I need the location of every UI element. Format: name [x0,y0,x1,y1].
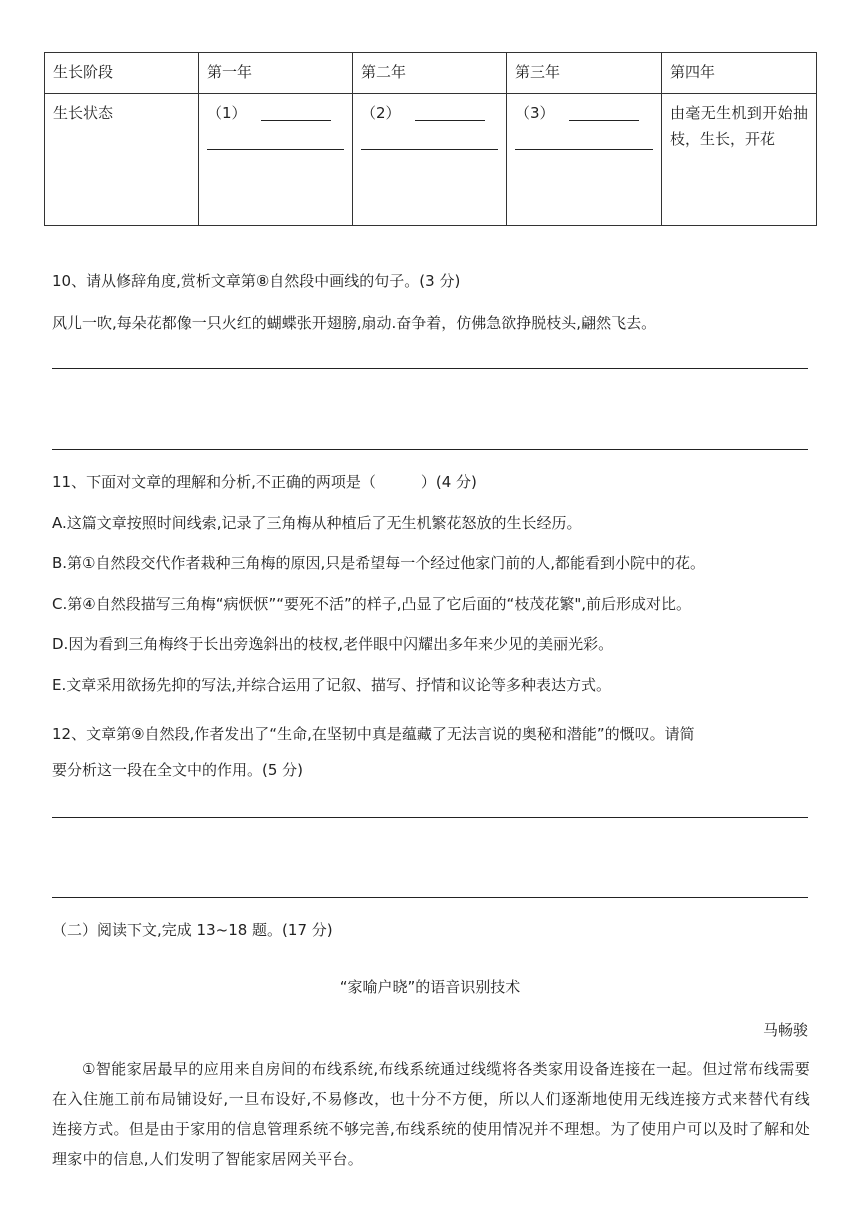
year4-status-cell: 由毫无生机到开始抽枝，生长，开花 [662,94,817,226]
answer-blank-3a [569,106,639,121]
answer-blank-2b [361,148,498,150]
question-10-sentence: 风儿一吹,每朵花都像一只火红的蝴蝶张开翅膀,扇动.奋争着，仿佛急欲挣脱枝头,翩然飞去。 [52,314,657,332]
answer-line-q10-1 [52,368,808,369]
answer-line-q12-1 [52,817,808,818]
option-d: D.因为看到三角梅终于长出旁逸斜出的枝杈,老伴眼中闪耀出多年来少见的美丽光彩。 [52,635,614,653]
article-paragraph-1: ①智能家居最早的应用来自房间的布线系统,布线系统通过线缆将各类家用设备连接在一起。但过常布线需要在入住施工前布局铺设好,一旦布设好,不易修改，也十分不方便，所以人们逐渐地使用无线连接方式来替代有线连接方式。但是由于家用的信息管理系统不够完善,布线系统的使用情况并不理想。为了使用户可以及时了解和处理家中的信息,人们发明了智能家居网关平台。 [52,1060,810,1168]
question-11-stem: 11、下面对文章的理解和分析,不正确的两项是（ ）(4 分) [52,473,477,491]
header-cell-stage: 生长阶段 [45,53,199,94]
answer-line-q10-2 [52,449,808,450]
blank-number-2: （2） [361,104,401,122]
option-c: C.第④自然段描写三角梅“病恹恹”“要死不活”的样子,凸显了它后面的“枝茂花繁",前后形成对比。 [52,595,691,613]
header-cell-year4: 第四年 [662,53,817,94]
article-title: “家喻户晓”的语音识别技术 [339,978,521,996]
blank-number-3: （3） [515,104,555,122]
answer-blank-1b [207,148,344,150]
option-b: B.第①自然段交代作者栽种三角梅的原因,只是希望每一个经过他家门前的人,都能看到小院中的花。 [52,554,706,572]
question-10-stem: 10、请从修辞角度,赏析文章第⑧自然段中画线的句子。(3 分) [52,272,461,290]
answer-blank-1a [261,106,331,121]
blank-cell-2 [353,94,507,226]
header-cell-year1: 第一年 [199,53,353,94]
blank-number-1: （1） [207,104,247,122]
blank-cell-3 [507,94,662,226]
answer-blank-2a [415,106,485,121]
table-row-status [45,94,817,226]
question-12-line-2: 要分析这一段在全文中的作用。(5 分) [52,761,304,779]
answer-blank-3b [515,148,653,150]
growth-stage-table [44,52,817,226]
article-author: 马畅骏 [762,1021,808,1039]
blank-cell-1 [199,94,353,226]
option-e: E.文章采用欲扬先抑的写法,并综合运用了记叙、描写、抒情和议论等多种表达方式。 [52,676,612,694]
section-2-intro: （二）阅读下文,完成 13~18 题。(17 分) [52,921,333,939]
table-header-row [45,53,817,94]
header-cell-year3: 第三年 [507,53,662,94]
option-a: A.这篇文章按照时间线索,记录了三角梅从种植后了无生机繁花怒放的生长经历。 [52,514,582,532]
header-cell-year2: 第二年 [353,53,507,94]
question-12-line-1: 12、文章第⑨自然段,作者发出了“生命,在坚韧中真是蕴藏了无法言说的奥秘和潜能”的慨叹。请简 [52,725,695,743]
row-label-status: 生长状态 [45,94,199,226]
answer-line-q12-2 [52,897,808,898]
